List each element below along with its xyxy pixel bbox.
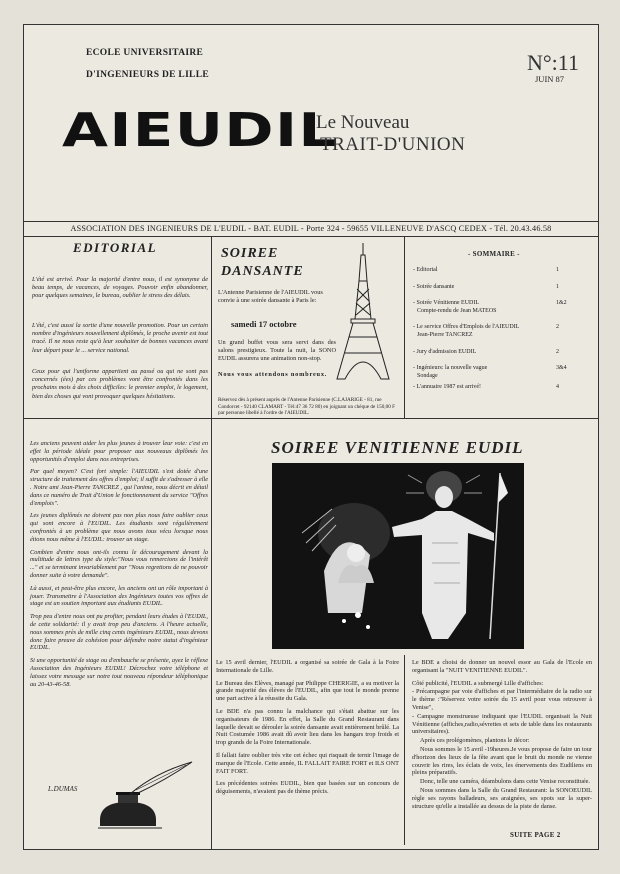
left-paragraph: Les anciens peuvent aider les plus jeunes à trouver leur voie: c'est en effet la période idéale pour proposer aux nouveaux diplômés les opportunités d'emploi dans nos entreprises. <box>30 440 208 463</box>
divider <box>211 236 212 418</box>
left-paragraph: Là aussi, et peut-être plus encore, les anciens ont un rôle important à jouer. Transmettre à l'Association des Ingénieurs toutes vos offres de stage est un soutien important aux étudiants EUDIL. <box>30 584 208 608</box>
school-name <box>86 42 209 86</box>
left-paragraph: Combien d'entre nous ont-ils connu le découragement devant la multitude de lettres type du style:"Nous vous remercions de l'intérêt ..." et se terminant invariablement par "Nous regrettons de ne pouvoir donner suite à votre demande". <box>30 548 208 579</box>
soiree-date: samedi 17 octobre <box>231 319 297 329</box>
left-paragraph: Par quel moyen? C'est fort simple: l'AIEUDIL s'est dotée d'une structure de traitement des offres d'emploi; il suffit de s'adresser à elle . Notre ami Jean-Pierre TANCREZ , qui l'anime, nous décrit en détail dans ce numéro de Trait d'Union le fonctionnement du service "Offres d'emplois". <box>30 468 208 507</box>
sommaire-page: 4 <box>556 384 559 390</box>
association-address: ASSOCIATION DES INGENIEURS DE L'EUDIL - BAT. EUDIL - Porte 324 - 59655 VILLENEUVE D'ASCQ CEDEX - Tél. 20.43.46.58 <box>70 224 552 233</box>
article-column-2 <box>412 659 592 811</box>
subtitle-nouveau: Le Nouveau <box>316 112 410 133</box>
sommaire-item <box>413 324 583 339</box>
venetian-masks-photo-icon <box>272 463 524 649</box>
article-paragraph: Après ces prolégomènes, plantons le décor: <box>420 737 530 745</box>
sommaire-item <box>413 349 583 357</box>
left-paragraph: Les jeunes diplômés ne doivent pas non plus nous faire oublier ceux qui sont encore à l'EUDIL. Les étudiants sont régulièrement confrontés à un problème que nous avons tous vécu lorsque nous étions nous même à l'EUDIL: trouver un stage. <box>30 512 208 543</box>
article-paragraph: Les précédentes soirées EUDIL, bien que basées sur un concours de déguisements, n'avaient pas de thème précis. <box>216 780 399 796</box>
editorial-paragraph: Ceux pour qui l'uniforme appartient au passé ou qui ne sont pas concernés (ées) par ces problèmes vont être confrontés dans les prochains mois à des choix difficiles: le premier emploi, le logement, bien des choses qui vont provoquer quelques hésitations. <box>32 368 208 400</box>
article-paragraph: Le BDE a choisi de donner un nouvel essor au Gala de l'Ecole en organisant la "NUIT VENITIENNE EUDIL". <box>412 659 592 674</box>
eiffel-tower-icon <box>331 241 395 381</box>
sommaire-sub: Jean-Pierre TANCREZ <box>417 331 473 338</box>
sommaire-title: - SOMMAIRE - <box>468 250 520 258</box>
sommaire-page: 3&4 <box>556 365 567 371</box>
sommaire-item <box>413 384 583 392</box>
sommaire-label: - Soirée dansante <box>413 284 455 290</box>
article-paragraph: Donc, telle une caméra, déambulons dans cette Venise reconstituée. <box>420 778 591 786</box>
sommaire-page: 1 <box>556 284 559 290</box>
sommaire-label: - L'annuaire 1987 est arrivé! <box>413 384 482 390</box>
sommaire-item <box>413 365 583 380</box>
sommaire-label: - Le service Offres d'Emplois de l'AIEUDIL <box>413 324 520 330</box>
article-paragraph: - Précampagne par voie d'affiches et par l'intermédiaire de la radio sur le thème :"Réservez votre soirée du 15 avril pour vous retrouver à Venise", <box>412 688 592 711</box>
article-paragraph: Le Bureau des Elèves, managé par Philippe CHERIGIE, a su motiver la grande majorité des élèves de l'EUDIL, afin que tout le monde prenne une part active à la réussite du Gala. <box>216 679 399 703</box>
continued-notice: SUITE PAGE 2 <box>510 831 561 839</box>
soiree-body: Un grand buffet vous sera servi dans des salons prestigieux. Toute la nuit, la SONO EUDIL assurera une animation non-stop. <box>218 339 336 362</box>
divider <box>24 221 598 222</box>
divider <box>404 236 405 418</box>
venetian-masks-photo <box>272 463 524 649</box>
soiree-title-line-2: DANSANTE <box>221 264 304 279</box>
left-paragraph: Si une opportunité de stage ou d'embauche se présente, ayez le réflexe Association des Ingénieurs EUDIL! Décrochez votre téléphone et laissez votre message sur notre tout nouveau répondeur téléphonique au 20-43-46-58. <box>30 657 208 688</box>
divider <box>404 655 405 845</box>
soiree-booking: Réservez dès à présent auprès de l'Antenne Parisienne (C.LAJARIGE - 81, rue Condorcet - 92140 CLAMART - Tél:47 36 72 80) en joignant un chèque de 150,00 F par personne libellé à l'ordre de l'AIEUDIL. <box>218 397 395 417</box>
sommaire-item <box>413 300 583 315</box>
article-paragraph: Nous sommes dans la Salle du Grand Restaurant: la SONOEUDIL règle ses rayons balladeurs, ses araignées, ses spots sur la super-structure qu'elle a installée au dessus de la piste de danse. <box>412 786 592 810</box>
editorial-signature: L.DUMAS <box>48 785 78 793</box>
editorial-paragraph: L'été est arrivé. Pour la majorité d'entre nous, il est synonyme de beau temps, de vacances, de voyages. Pouvoir enfin abandonner, pour quelques semaines, le bureau, oublier le stress des délais. <box>32 276 208 300</box>
left-paragraph: Trop peu d'entre nous ont pu profiter, pendant leurs études à l'EUDIL, de cette solidarité: il y avait trop peu d'anciens. A l'heure actuelle, nous sommes près de mille cinq cents ingénieurs EUDIL, nous devons donc faire preuve de cohésion pour défendre notre statut d'ingénieur EUDIL. <box>30 613 208 652</box>
article-paragraph: Nous sommes le 15 avril -19heures.Je vous propose de faire un tour d'horizon des lieux de la fête avant que le bruit du monde ne vienne couvrir les rires, les éclats de voix, les énervements des Eudiliens en pleins préparatifs. <box>412 745 592 777</box>
sommaire-label: - Soirée Vénitienne EUDIL <box>413 300 480 306</box>
sommaire-label: - Jury d'admission EUDIL <box>413 349 477 355</box>
sommaire-page: 1 <box>556 267 559 273</box>
sommaire-sub: Sondage <box>417 372 438 379</box>
school-line-1: ECOLE UNIVERSITAIRE <box>86 48 204 58</box>
sommaire-label: - Ingénieurs: la nouvelle vague <box>413 365 488 371</box>
subtitle-trait-union: TRAIT-D'UNION <box>320 134 466 155</box>
aieudil-logo: AIEUDIL <box>62 104 338 158</box>
sommaire-page: 2 <box>556 349 559 355</box>
article-paragraph: Le 15 avril dernier, l'EUDIL a organisé sa soirée de Gala à la Foire Internationale de Lille. <box>216 659 399 674</box>
sommaire-sub: Compte-rendu de Jean MATEOS <box>417 307 497 314</box>
inkwell-quill-icon <box>96 760 196 832</box>
article-paragraph: - Campagne monstrueuse indiquant que l'EUDIL organisait la Nuit Vénitienne (affiches,radio,sévrettes et sets de table dans les restaurants universitaires). <box>412 712 592 736</box>
editorial-paragraph: L'été, c'est aussi la sortie d'une nouvelle promotion. Pour un certain nombre d'ingénieurs nouvellement diplômés, le proche avenir est tout tracé. Il ne nous reste qu'à leur souhaiter de bonnes vacances avant leur départ pour le ... service national. <box>32 322 208 354</box>
sommaire-item <box>413 267 583 275</box>
issue-date: JUIN 87 <box>535 74 565 84</box>
article-column-1 <box>216 659 399 801</box>
sommaire-label: - Editorial <box>413 267 438 273</box>
left-column <box>30 440 208 693</box>
soiree-dansante-title <box>221 245 304 281</box>
soiree-title-line-1: SOIREE <box>221 246 279 261</box>
sommaire-page: 2 <box>556 324 559 330</box>
divider <box>24 418 598 419</box>
divider <box>24 236 598 237</box>
sommaire-page: 1&2 <box>556 300 567 306</box>
divider <box>211 418 212 850</box>
article-paragraph: Il fallait faire oublier très vite cet échec qui risquait de ternir l'image de marque de l'Ecole. Cette année, IL FALLAIT FAIRE FORT et ILS ONT FAIT FORT. <box>216 751 399 775</box>
sommaire-item <box>413 284 583 292</box>
article-paragraph: Le BDE n'a pas connu la malchance qui s'était abattue sur les organisateurs de 1986. En effet, la Salle du Grand Restaurant dans laquelle devait se dérouler la soirée dansante avait entièrement brûlé. La Nuit Costumée 1986 avait dû avoir lieu dans les hangars trop froids et trop grands de la Foire Internationale. <box>216 707 399 747</box>
article-title: SOIREE VENITIENNE EUDIL <box>271 438 524 457</box>
issue-number: N°:11 <box>527 50 579 75</box>
school-line-2: D'INGENIEURS DE LILLE <box>86 70 209 80</box>
soiree-emphasis: Nous vous attendons nombreux. <box>218 371 328 378</box>
editorial-title: EDITORIAL <box>73 240 158 255</box>
soiree-intro: L'Antenne Parisienne de l'AIEUDIL vous convie à une soirée dansante à Paris le: <box>218 289 323 304</box>
article-paragraph: Côté publicité, l'EUDIL a submergé Lille d'affiches: <box>412 679 544 687</box>
